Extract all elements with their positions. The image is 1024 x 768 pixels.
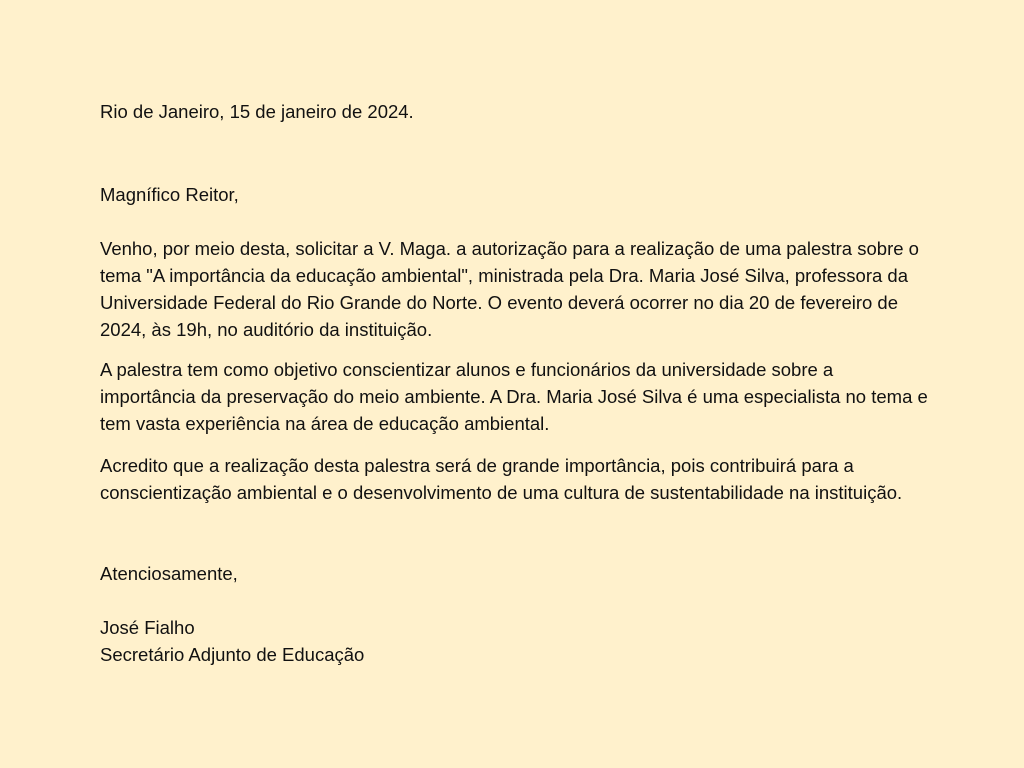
paragraph-importance: Acredito que a realização desta palestra será de grande importância, pois contribuirá para a conscientização ambiental e o desenvolvimento de uma cultura de sustentabilidade na instituição. <box>100 455 903 503</box>
paragraph-request: Venho, por meio desta, solicitar a V. Maga. a autorização para a realização de uma palestra sobre o tema "A importância da educação ambiental", ministrada pela Dra. Maria José Silva, professora da Universidade Federal do Rio Grande do Norte. O evento deverá ocorrer no dia 20 de fevereiro de 2024, às 19h, no auditório da instituição. <box>100 238 919 340</box>
closing: Atenciosamente, <box>100 563 238 584</box>
salutation: Magnífico Reitor, <box>100 184 239 205</box>
paragraph-objective: A palestra tem como objetivo conscientizar alunos e funcionários da universidade sobre a importância da preservação do meio ambiente. A Dra. Maria José Silva é uma especialista no tema e tem vasta experiência na área de educação ambiental. <box>100 359 928 434</box>
signer-title: Secretário Adjunto de Educação <box>100 644 365 665</box>
date-line: Rio de Janeiro, 15 de janeiro de 2024. <box>100 101 414 122</box>
signer-name: José Fialho <box>100 617 195 638</box>
